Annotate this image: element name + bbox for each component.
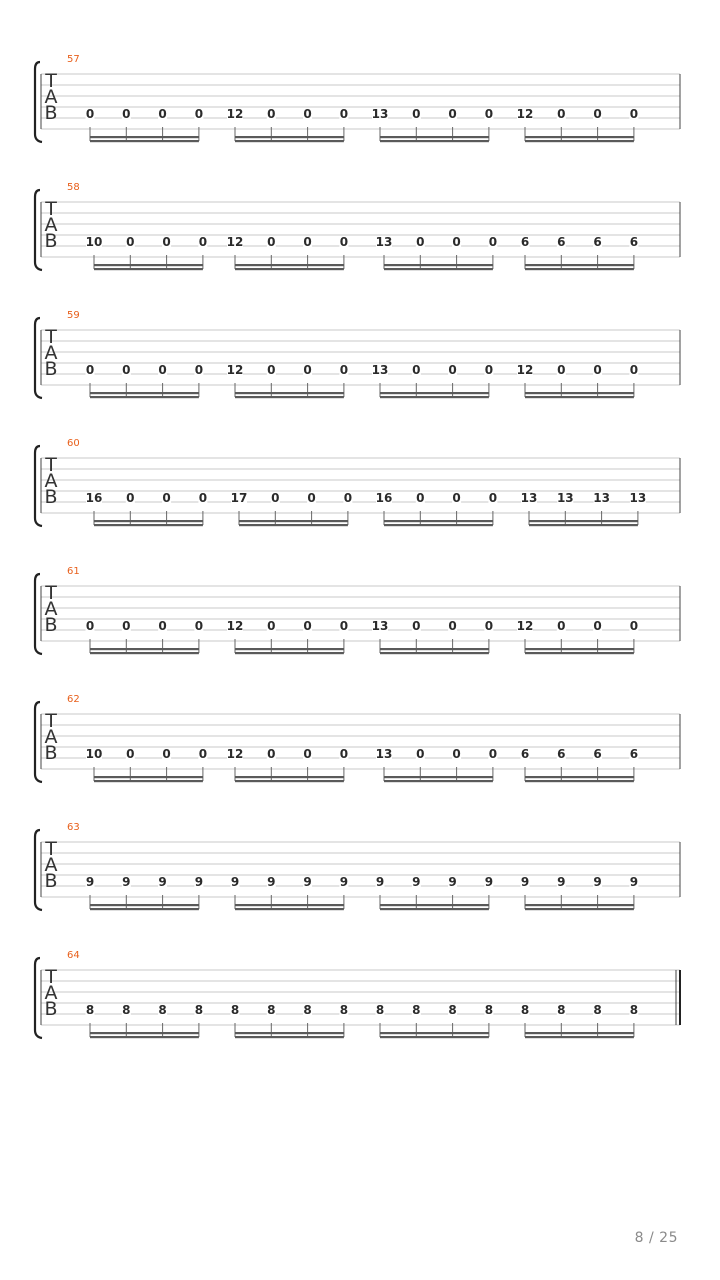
fret-number: 0 (267, 235, 276, 249)
fret-number: 13 (371, 619, 389, 633)
fret-number: 0 (303, 747, 312, 761)
fret-number: 0 (488, 235, 498, 249)
fret-number: 0 (271, 491, 280, 505)
tab-clef-letter: B (44, 102, 58, 124)
beam (384, 520, 493, 522)
fret-number: 0 (593, 619, 602, 633)
beam (525, 1036, 634, 1038)
fret-number: 13 (629, 491, 647, 505)
fret-number: 12 (226, 235, 244, 249)
fret-number: 13 (371, 363, 389, 377)
page-number: 8 / 25 (634, 1230, 678, 1246)
fret-number: 8 (194, 1003, 204, 1017)
fret-number: 0 (593, 107, 602, 121)
fret-number: 0 (629, 363, 639, 377)
tab-clef-letter: A (44, 342, 58, 364)
beam (380, 908, 489, 910)
staff-system (35, 54, 680, 142)
beam (90, 648, 199, 650)
fret-number: 0 (194, 619, 204, 633)
beam (525, 392, 634, 394)
beam (525, 1032, 634, 1034)
fret-number: 0 (126, 491, 135, 505)
fret-number: 9 (412, 875, 421, 889)
fret-number: 8 (520, 1003, 530, 1017)
fret-number: 0 (126, 235, 135, 249)
fret-number: 0 (452, 235, 461, 249)
fret-number: 6 (557, 235, 566, 249)
measure-number: 57 (67, 54, 80, 65)
fret-number: 0 (162, 747, 171, 761)
fret-number: 6 (593, 235, 602, 249)
fret-number: 0 (343, 491, 353, 505)
fret-number: 0 (194, 107, 204, 121)
fret-number: 0 (267, 619, 276, 633)
tab-clef-letter: B (44, 614, 58, 636)
fret-number: 0 (339, 619, 349, 633)
beam (235, 648, 344, 650)
beam (525, 648, 634, 650)
fret-number: 8 (629, 1003, 639, 1017)
fret-number: 13 (371, 107, 389, 121)
fret-number: 9 (629, 875, 639, 889)
fret-number: 0 (194, 363, 204, 377)
measure-number: 63 (67, 822, 80, 833)
fret-number: 0 (339, 107, 349, 121)
fret-number: 0 (557, 363, 566, 377)
fret-number: 8 (230, 1003, 240, 1017)
fret-number: 12 (516, 619, 534, 633)
fret-number: 0 (416, 235, 425, 249)
fret-number: 16 (85, 491, 103, 505)
beam (384, 264, 493, 266)
fret-number: 9 (484, 875, 494, 889)
fret-number: 0 (122, 363, 131, 377)
beam (525, 264, 634, 266)
beam (380, 136, 489, 138)
tab-clef-letter: T (45, 582, 57, 604)
tab-clef-letter: B (44, 230, 58, 252)
beam (94, 776, 203, 778)
beam (525, 396, 634, 398)
fret-number: 6 (557, 747, 566, 761)
fret-number: 9 (557, 875, 566, 889)
fret-number: 17 (230, 491, 248, 505)
fret-number: 8 (339, 1003, 349, 1017)
fret-number: 0 (267, 107, 276, 121)
fret-number: 9 (303, 875, 312, 889)
beam (384, 776, 493, 778)
fret-number: 8 (557, 1003, 566, 1017)
fret-number: 0 (158, 619, 167, 633)
beam (94, 268, 203, 270)
tab-clef-letter: A (44, 86, 58, 108)
fret-number: 0 (122, 619, 131, 633)
fret-number: 0 (85, 363, 95, 377)
beam (235, 908, 344, 910)
fret-number: 8 (484, 1003, 494, 1017)
fret-number: 0 (303, 363, 312, 377)
staff-system (35, 438, 680, 526)
fret-number: 9 (122, 875, 131, 889)
fret-number: 10 (85, 235, 103, 249)
beam (90, 652, 199, 654)
fret-number: 9 (267, 875, 276, 889)
fret-number: 13 (556, 491, 574, 505)
measure-number: 58 (67, 182, 80, 193)
beam (90, 140, 199, 142)
fret-number: 9 (520, 875, 530, 889)
fret-number: 0 (629, 107, 639, 121)
beam (529, 524, 638, 526)
fret-number: 8 (593, 1003, 602, 1017)
fret-number: 9 (448, 875, 457, 889)
beam (235, 396, 344, 398)
tab-clef-letter: A (44, 982, 58, 1004)
fret-number: 0 (484, 363, 494, 377)
fret-number: 0 (488, 747, 498, 761)
beam (235, 780, 344, 782)
beam (380, 392, 489, 394)
fret-number: 8 (448, 1003, 457, 1017)
fret-number: 0 (198, 747, 208, 761)
beam (525, 776, 634, 778)
beam (90, 904, 199, 906)
beam (90, 396, 199, 398)
staff-system (35, 694, 680, 782)
fret-number: 8 (412, 1003, 421, 1017)
fret-number: 0 (162, 235, 171, 249)
tab-clef-letter: B (44, 742, 58, 764)
beam (235, 136, 344, 138)
fret-number: 9 (158, 875, 167, 889)
fret-number: 0 (162, 491, 171, 505)
beam (90, 1036, 199, 1038)
fret-number: 16 (375, 491, 393, 505)
fret-number: 9 (194, 875, 204, 889)
beam (380, 1032, 489, 1034)
beam (525, 904, 634, 906)
fret-number: 0 (416, 747, 425, 761)
fret-number: 0 (488, 491, 498, 505)
fret-number: 0 (303, 235, 312, 249)
beam (235, 652, 344, 654)
beam (525, 140, 634, 142)
tab-clef-letter: T (45, 710, 57, 732)
tab-clef-letter: T (45, 326, 57, 348)
beam (90, 1032, 199, 1034)
fret-number: 0 (303, 619, 312, 633)
beam (94, 264, 203, 266)
beam (384, 268, 493, 270)
fret-number: 0 (448, 363, 457, 377)
tab-clef-letter: B (44, 870, 58, 892)
beam (90, 392, 199, 394)
fret-number: 8 (303, 1003, 312, 1017)
beam (525, 908, 634, 910)
beam (380, 140, 489, 142)
fret-number: 0 (629, 619, 639, 633)
fret-number: 0 (126, 747, 135, 761)
beam (239, 524, 348, 526)
fret-number: 0 (158, 363, 167, 377)
fret-number: 13 (375, 747, 393, 761)
fret-number: 8 (158, 1003, 167, 1017)
fret-number: 0 (339, 363, 349, 377)
fret-number: 8 (122, 1003, 131, 1017)
fret-number: 0 (198, 491, 208, 505)
fret-number: 8 (375, 1003, 385, 1017)
beam (380, 652, 489, 654)
beam (235, 264, 344, 266)
fret-number: 0 (557, 107, 566, 121)
tab-clef-letter: T (45, 966, 57, 988)
fret-number: 0 (85, 107, 95, 121)
measure-number: 60 (67, 438, 80, 449)
beam (525, 268, 634, 270)
fret-number: 12 (516, 107, 534, 121)
tab-clef-letter: B (44, 486, 58, 508)
tab-clef-letter: T (45, 70, 57, 92)
fret-number: 12 (226, 747, 244, 761)
fret-number: 6 (520, 235, 530, 249)
measure-number: 59 (67, 310, 80, 321)
fret-number: 13 (520, 491, 538, 505)
fret-number: 0 (158, 107, 167, 121)
fret-number: 0 (484, 619, 494, 633)
fret-number: 12 (226, 363, 244, 377)
fret-number: 0 (267, 747, 276, 761)
fret-number: 9 (230, 875, 240, 889)
staff-system (35, 950, 680, 1038)
tab-clef-letter: T (45, 454, 57, 476)
staff-system (35, 822, 680, 910)
fret-number: 0 (452, 747, 461, 761)
beam (525, 652, 634, 654)
fret-number: 0 (593, 363, 602, 377)
tab-clef-letter: B (44, 998, 58, 1020)
tab-clef-letter: A (44, 726, 58, 748)
tab-clef-letter: A (44, 470, 58, 492)
fret-number: 0 (339, 747, 349, 761)
beam (525, 780, 634, 782)
fret-number: 13 (593, 491, 610, 505)
measure-number: 64 (67, 950, 80, 961)
beam (90, 908, 199, 910)
fret-number: 0 (452, 491, 461, 505)
fret-number: 9 (375, 875, 385, 889)
beam (90, 136, 199, 138)
beam (384, 780, 493, 782)
fret-number: 6 (629, 235, 639, 249)
fret-number: 0 (267, 363, 276, 377)
fret-number: 9 (593, 875, 602, 889)
fret-number: 0 (412, 107, 421, 121)
beam (529, 520, 638, 522)
fret-number: 10 (85, 747, 103, 761)
tab-clef-letter: T (45, 198, 57, 220)
measure-number: 62 (67, 694, 80, 705)
beam (235, 1036, 344, 1038)
fret-number: 0 (307, 491, 316, 505)
beam (235, 776, 344, 778)
measure-number: 61 (67, 566, 80, 577)
tab-clef-letter: A (44, 214, 58, 236)
fret-number: 0 (85, 619, 95, 633)
beam (94, 520, 203, 522)
beam (235, 1032, 344, 1034)
fret-number: 9 (339, 875, 349, 889)
beam (94, 524, 203, 526)
fret-number: 8 (267, 1003, 276, 1017)
fret-number: 12 (516, 363, 534, 377)
fret-number: 6 (520, 747, 530, 761)
beam (380, 648, 489, 650)
fret-number: 9 (85, 875, 95, 889)
beam (380, 1036, 489, 1038)
fret-number: 0 (448, 619, 457, 633)
beam (384, 524, 493, 526)
tab-clef-letter: T (45, 838, 57, 860)
beam (94, 780, 203, 782)
fret-number: 0 (412, 619, 421, 633)
fret-number: 0 (303, 107, 312, 121)
fret-number: 0 (339, 235, 349, 249)
fret-number: 12 (226, 619, 244, 633)
fret-number: 8 (85, 1003, 95, 1017)
tab-clef-letter: A (44, 598, 58, 620)
staff-system (35, 566, 680, 654)
beam (235, 392, 344, 394)
fret-number: 0 (198, 235, 208, 249)
beam (380, 396, 489, 398)
fret-number: 6 (593, 747, 602, 761)
staff-system (35, 310, 680, 398)
fret-number: 0 (122, 107, 131, 121)
beam (235, 268, 344, 270)
fret-number: 12 (226, 107, 244, 121)
fret-number: 0 (448, 107, 457, 121)
beam (235, 904, 344, 906)
beam (525, 136, 634, 138)
fret-number: 13 (375, 235, 393, 249)
beam (380, 904, 489, 906)
tab-clef-letter: A (44, 854, 58, 876)
beam (235, 140, 344, 142)
fret-number: 0 (557, 619, 566, 633)
fret-number: 6 (629, 747, 639, 761)
fret-number: 0 (412, 363, 421, 377)
fret-number: 0 (484, 107, 494, 121)
fret-number: 0 (416, 491, 425, 505)
tab-clef-letter: B (44, 358, 58, 380)
staff-system (35, 182, 680, 270)
beam (239, 520, 348, 522)
